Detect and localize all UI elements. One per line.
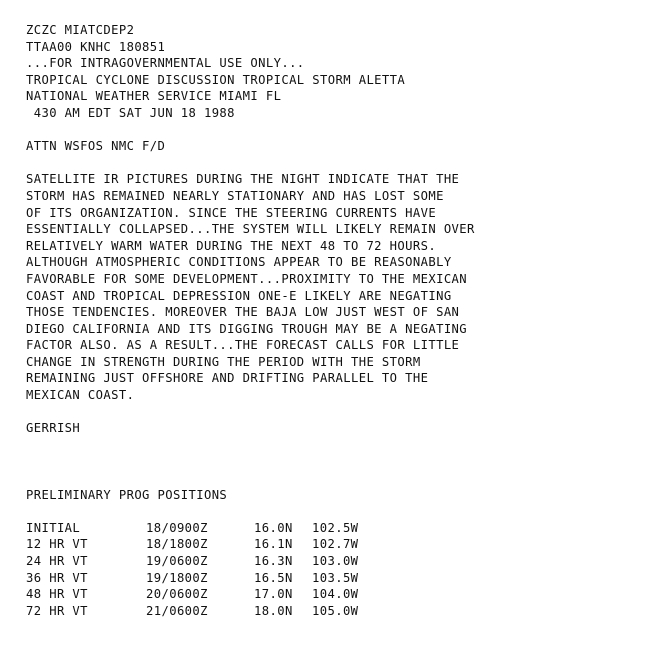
spacer bbox=[26, 404, 646, 421]
spacer bbox=[26, 155, 646, 172]
row-lat: 16.0N bbox=[254, 520, 293, 535]
row-lon: 102.5W bbox=[312, 520, 359, 535]
row-time: 19/0600Z bbox=[146, 554, 208, 568]
positions-row bbox=[26, 536, 646, 553]
row-time: 20/0600Z bbox=[146, 587, 208, 602]
row-lat: 16.3N bbox=[254, 554, 293, 568]
forecaster-name: GERRISH bbox=[26, 421, 81, 436]
row-label: 12 HR VT bbox=[26, 537, 88, 552]
row-label: 48 HR VT bbox=[26, 587, 88, 602]
spacer bbox=[26, 122, 646, 139]
row-time: 21/0600Z bbox=[146, 603, 208, 618]
row-time: 18/0900Z bbox=[146, 520, 208, 535]
positions-title: PRELIMINARY PROG POSITIONS bbox=[26, 487, 228, 502]
row-lat: 16.5N bbox=[254, 570, 293, 585]
discussion-line: ALTHOUGH ATMOSPHERIC CONDITIONS APPEAR TO BE REASONABLY bbox=[26, 255, 452, 270]
header-line-restriction: ...FOR INTRAGOVERNMENTAL USE ONLY... bbox=[26, 56, 305, 71]
header-line-office: NATIONAL WEATHER SERVICE MIAMI FL bbox=[26, 89, 282, 104]
attn-line: ATTN WSFOS NMC F/D bbox=[26, 139, 166, 154]
row-lon: 102.7W bbox=[312, 537, 359, 552]
positions-row bbox=[26, 570, 646, 587]
header-block bbox=[26, 22, 646, 122]
row-lat: 17.0N bbox=[254, 587, 293, 602]
discussion-block bbox=[26, 171, 646, 403]
advisory-document bbox=[26, 22, 646, 619]
positions-row bbox=[26, 553, 646, 570]
header-line-routing: ZCZC MIATCDEP2 bbox=[26, 23, 135, 37]
row-label: 72 HR VT bbox=[26, 603, 88, 618]
discussion-line: COAST AND TROPICAL DEPRESSION ONE-E LIKELY ARE NEGATING bbox=[26, 288, 452, 303]
row-lon: 104.0W bbox=[312, 587, 359, 602]
discussion-line: DIEGO CALIFORNIA AND ITS DIGGING TROUGH MAY BE A NEGATING bbox=[26, 321, 468, 336]
discussion-line: CHANGE IN STRENGTH DURING THE PERIOD WITH THE STORM bbox=[26, 354, 421, 369]
discussion-line: MEXICAN COAST. bbox=[26, 388, 135, 403]
row-lon: 103.0W bbox=[312, 554, 359, 568]
positions-row bbox=[26, 603, 646, 620]
row-label: 36 HR VT bbox=[26, 570, 88, 585]
positions-table bbox=[26, 520, 646, 620]
positions-row bbox=[26, 586, 646, 603]
row-lat: 16.1N bbox=[254, 537, 293, 552]
header-line-wmo: TTAA00 KNHC 180851 bbox=[26, 39, 166, 54]
discussion-line: OF ITS ORGANIZATION. SINCE THE STEERING CURRENTS HAVE bbox=[26, 205, 437, 220]
discussion-line: STORM HAS REMAINED NEARLY STATIONARY AND HAS LOST SOME bbox=[26, 188, 444, 203]
discussion-line: RELATIVELY WARM WATER DURING THE NEXT 48 TO 72 HOURS. bbox=[26, 238, 437, 253]
discussion-line: REMAINING JUST OFFSHORE AND DRIFTING PARALLEL TO THE bbox=[26, 371, 429, 386]
row-lat: 18.0N bbox=[254, 603, 293, 618]
positions-row bbox=[26, 520, 646, 537]
discussion-line: FACTOR ALSO. AS A RESULT...THE FORECAST CALLS FOR LITTLE bbox=[26, 338, 460, 353]
row-lon: 103.5W bbox=[312, 570, 359, 585]
row-label: INITIAL bbox=[26, 520, 81, 535]
spacer bbox=[26, 470, 646, 487]
discussion-line: FAVORABLE FOR SOME DEVELOPMENT...PROXIMITY TO THE MEXICAN bbox=[26, 271, 468, 286]
row-label: 24 HR VT bbox=[26, 554, 88, 568]
spacer bbox=[26, 437, 646, 470]
row-lon: 105.0W bbox=[312, 603, 359, 618]
discussion-line: THOSE TENDENCIES. MOREOVER THE BAJA LOW JUST WEST OF SAN bbox=[26, 305, 460, 320]
header-line-title: TROPICAL CYCLONE DISCUSSION TROPICAL STORM ALETTA bbox=[26, 72, 406, 87]
spacer bbox=[26, 503, 646, 520]
row-time: 19/1800Z bbox=[146, 570, 208, 585]
row-time: 18/1800Z bbox=[146, 537, 208, 552]
header-line-datetime: 430 AM EDT SAT JUN 18 1988 bbox=[26, 105, 235, 120]
discussion-line: SATELLITE IR PICTURES DURING THE NIGHT INDICATE THAT THE bbox=[26, 172, 460, 187]
discussion-line: ESSENTIALLY COLLAPSED...THE SYSTEM WILL LIKELY REMAIN OVER bbox=[26, 222, 475, 237]
